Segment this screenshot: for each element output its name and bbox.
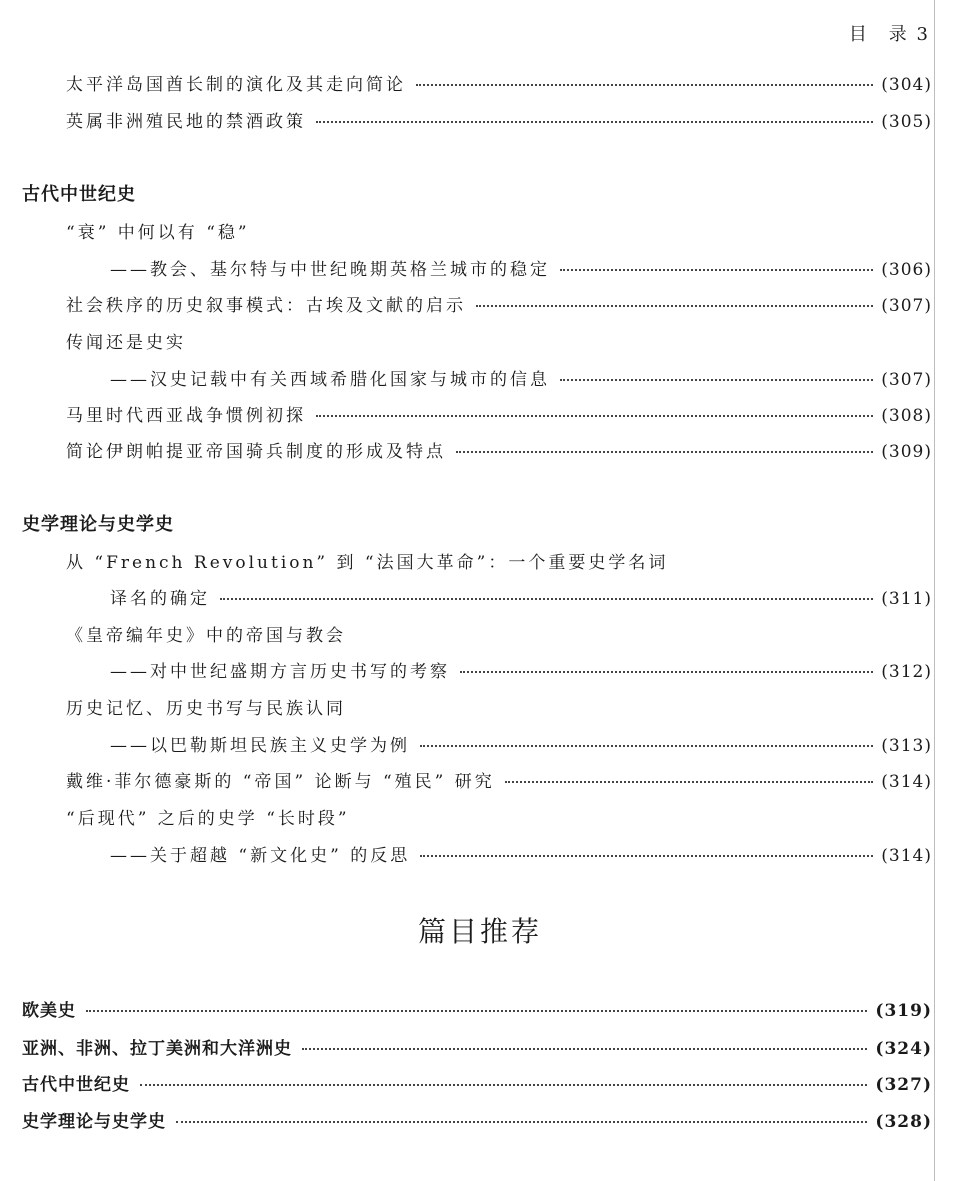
toc-entry-line2[interactable] xyxy=(110,731,932,756)
leader-dots xyxy=(505,780,873,783)
running-header xyxy=(849,20,930,46)
leader-dots xyxy=(86,1009,867,1012)
entry-title: 简论伊朗帕提亚帝国骑兵制度的形成及特点 xyxy=(66,442,446,462)
leader-dots xyxy=(140,1083,867,1086)
entry-page: (307) xyxy=(881,296,932,316)
toc-entry-recommend[interactable] xyxy=(22,1107,932,1132)
entry-page: (324) xyxy=(875,1039,932,1059)
leader-dots xyxy=(560,378,873,381)
toc-entry-line2[interactable] xyxy=(110,841,932,866)
entry-page: (305) xyxy=(881,112,932,132)
entry-page: (311) xyxy=(881,589,932,609)
toc-entry[interactable] xyxy=(66,437,932,462)
entry-page: (328) xyxy=(875,1112,932,1132)
entry-title: “衰” 中何以有 “稳” xyxy=(66,223,250,243)
toc-entry-recommend[interactable] xyxy=(22,1034,932,1059)
leader-dots xyxy=(176,1120,867,1123)
entry-subtitle: ——以巴勒斯坦民族主义史学为例 xyxy=(110,736,410,756)
toc-entry-line2[interactable] xyxy=(110,365,932,390)
leader-dots xyxy=(456,450,873,453)
entry-page: (327) xyxy=(875,1075,932,1095)
entry-subtitle: ——教会、基尔特与中世纪晚期英格兰城市的稳定 xyxy=(110,260,550,280)
recommend-heading: 篇目推荐 xyxy=(417,915,542,948)
leader-dots xyxy=(316,414,873,417)
entry-subtitle: ——对中世纪盛期方言历史书写的考察 xyxy=(110,662,450,682)
entry-title: 从 “French Revolution” 到 “法国大革命”：一个重要史学名词 xyxy=(66,553,669,573)
toc-entry-line1[interactable] xyxy=(66,621,346,646)
entry-page: (314) xyxy=(881,846,932,866)
toc-entry-line1[interactable] xyxy=(66,804,350,829)
entry-page: (313) xyxy=(881,736,932,756)
toc-entry[interactable] xyxy=(66,767,932,792)
toc-entry-line2[interactable] xyxy=(110,657,932,682)
toc-entry[interactable] xyxy=(66,107,932,132)
toc-entry[interactable] xyxy=(66,291,932,316)
leader-dots xyxy=(420,854,873,857)
entry-page: (314) xyxy=(881,772,932,792)
toc-entry-line1[interactable] xyxy=(66,328,186,353)
entry-title: 马里时代西亚战争惯例初探 xyxy=(66,406,306,426)
entry-title: 古代中世纪史 xyxy=(22,1075,130,1095)
section-heading-medieval: 古代中世纪史 xyxy=(22,184,136,205)
leader-dots xyxy=(420,744,873,747)
entry-page: (312) xyxy=(881,662,932,682)
entry-title: 戴维·菲尔德豪斯的 “帝国” 论断与 “殖民” 研究 xyxy=(66,772,495,792)
entry-title: “后现代” 之后的史学 “长时段” xyxy=(66,809,350,829)
leader-dots xyxy=(476,304,873,307)
entry-title: 史学理论与史学史 xyxy=(22,1112,166,1132)
toc-entry[interactable] xyxy=(66,70,932,95)
page-edge-line xyxy=(934,0,935,1181)
entry-title: 太平洋岛国酋长制的演化及其走向简论 xyxy=(66,75,406,95)
toc-entry-line1[interactable] xyxy=(66,218,250,243)
entry-page: (319) xyxy=(875,1001,932,1021)
entry-subtitle: ——汉史记载中有关西域希腊化国家与城市的信息 xyxy=(110,370,550,390)
leader-dots xyxy=(416,83,873,86)
toc-entry[interactable] xyxy=(66,401,932,426)
entry-page: (309) xyxy=(881,442,932,462)
leader-dots xyxy=(560,268,873,271)
entry-title: 欧美史 xyxy=(22,1001,76,1021)
toc-entry-line2[interactable] xyxy=(110,255,932,280)
leader-dots xyxy=(302,1047,867,1050)
entry-subtitle: 译名的确定 xyxy=(110,589,210,609)
entry-page: (308) xyxy=(881,406,932,426)
entry-title: 《皇帝编年史》中的帝国与教会 xyxy=(66,626,346,646)
header-label: 目 录 xyxy=(848,24,909,45)
leader-dots xyxy=(316,120,873,123)
entry-page: (304) xyxy=(881,75,932,95)
toc-entry-recommend[interactable] xyxy=(22,996,932,1021)
header-page-number: 3 xyxy=(916,24,930,45)
entry-page: (307) xyxy=(881,370,932,390)
entry-page: (306) xyxy=(881,260,932,280)
entry-subtitle: ——关于超越 “新文化史” 的反思 xyxy=(110,846,411,866)
toc-entry-line1[interactable] xyxy=(66,548,668,573)
entry-title: 传闻还是史实 xyxy=(66,333,186,353)
entry-title: 亚洲、非洲、拉丁美洲和大洋洲史 xyxy=(22,1039,292,1059)
leader-dots xyxy=(220,597,873,600)
toc-entry-line2[interactable] xyxy=(110,584,932,609)
toc-entry-recommend[interactable] xyxy=(22,1070,932,1095)
entry-title: 社会秩序的历史叙事模式：古埃及文献的启示 xyxy=(66,296,466,316)
leader-dots xyxy=(460,670,873,673)
toc-entry-line1[interactable] xyxy=(66,694,346,719)
entry-title: 英属非洲殖民地的禁酒政策 xyxy=(66,112,306,132)
entry-title: 历史记忆、历史书写与民族认同 xyxy=(66,699,346,719)
section-heading-theory: 史学理论与史学史 xyxy=(22,514,174,535)
